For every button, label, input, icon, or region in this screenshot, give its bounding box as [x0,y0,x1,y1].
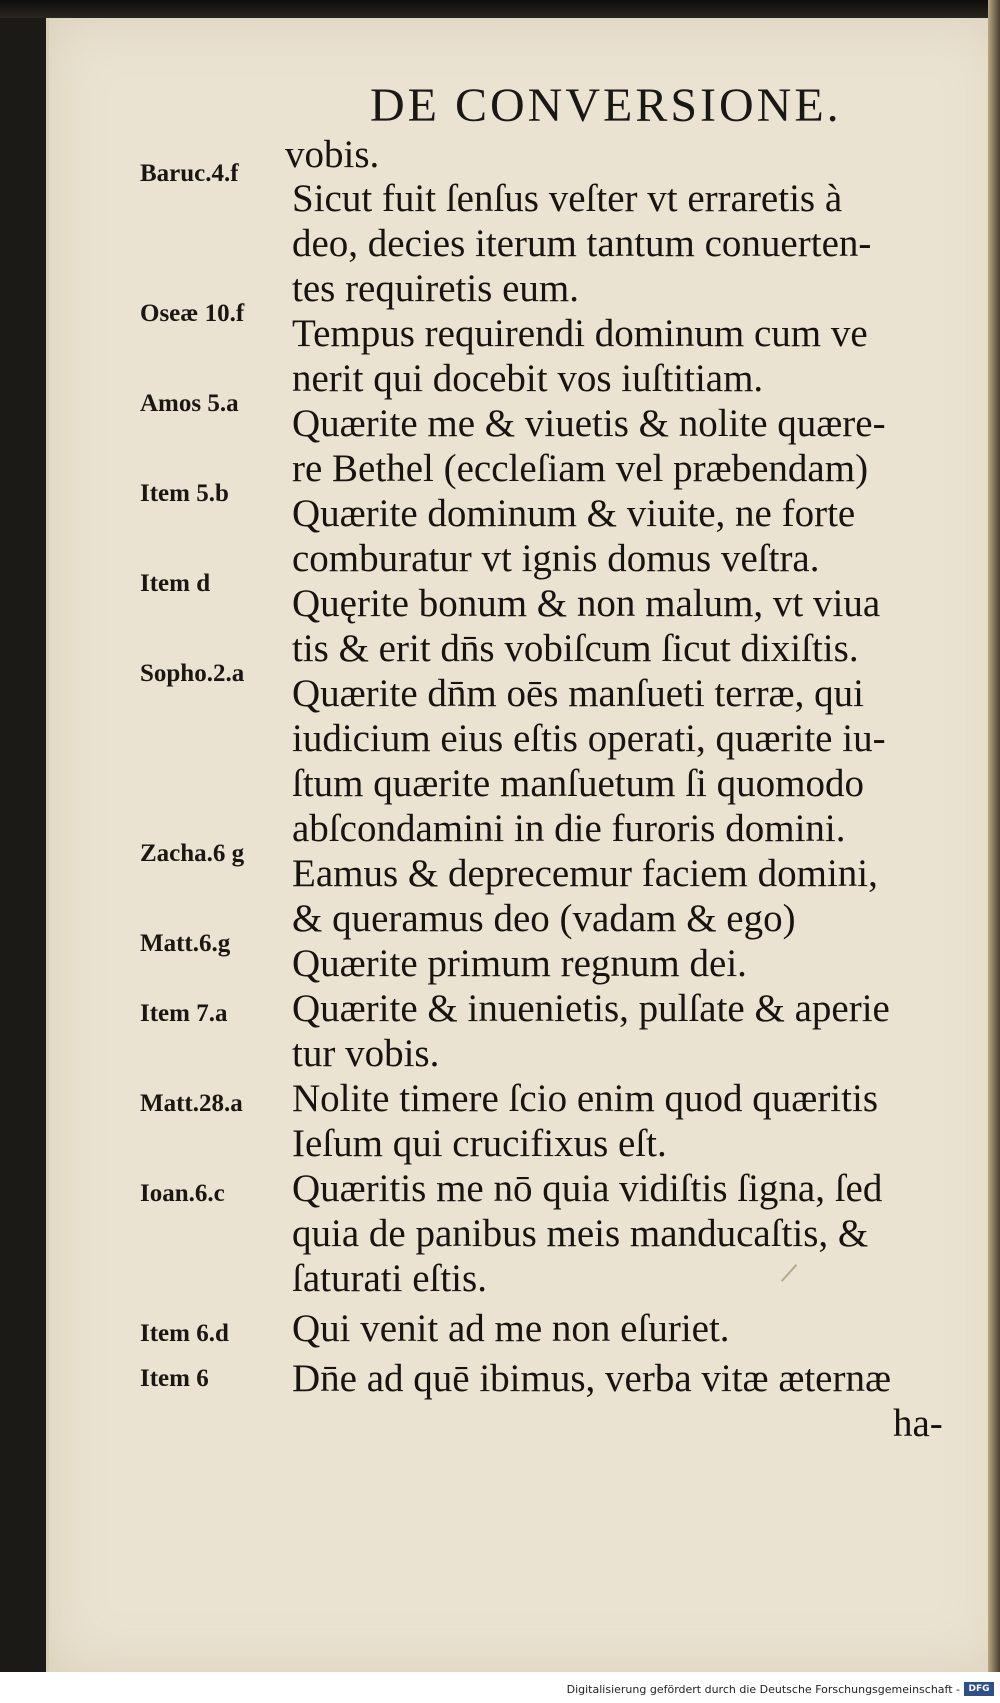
text-line: ſtum quærite manſuetum ſi quomodo [292,762,864,805]
text-line: iudicium eius eſtis operati, quærite iu- [292,717,886,760]
text-line: Quærite & inuenietis, pulſate & aperie [292,987,890,1030]
margin-note: Item 7.a [140,1000,228,1027]
text-line: abſcondamini in die furoris domini. [292,807,846,850]
text-line: vobis. [285,133,380,176]
margin-note: Matt.6.g [140,930,231,957]
margin-note: Matt.28.a [140,1090,243,1117]
margin-note: Item d [140,570,211,597]
margin-note: Item 5.b [140,480,229,507]
text-line: Nolite timere ſcio enim quod quæritis [292,1077,878,1120]
margin-note: Amos 5.a [140,390,239,417]
digitization-credit: Digitalisierung gefördert durch die Deutsche Forschungsgemeinschaft - [566,1683,960,1696]
text-line: quia de panibus meis manducaſtis, & [292,1212,869,1255]
book-edge-right [988,0,1000,1703]
text-line: Eamus & deprecemur faciem domini, [292,852,878,895]
margin-note: Item 6.d [140,1320,229,1347]
text-line: & queramus deo (vadam & ego) [292,897,796,940]
text-line: tis & erit dn̄s vobiſcum ſicut dixiſtis. [292,627,859,670]
text-line: re Bethel (eccleſiam vel præbendam) [292,447,869,490]
text-line: nerit qui docebit vos iuſtitiam. [292,357,764,400]
book-edge-top [0,0,1000,18]
text-line: Quęrite bonum & non malum, vt viua [292,582,881,625]
text-line: Dn̄e ad quē ibimus, verba vitæ æternæ [292,1357,891,1400]
text-line: Quærite dn̄m oēs manſueti terræ, qui [292,672,864,715]
margin-note: Ioan.6.c [140,1180,225,1207]
margin-note: Oseæ 10.f [140,300,245,327]
text-line: Quærite primum regnum dei. [292,942,747,985]
text-line: Quærite me & viuetis & nolite quære- [292,402,886,445]
text-line: deo, decies iterum tantum conuerten- [292,222,872,265]
text-line: ſaturati eſtis. [292,1257,487,1300]
margin-note: Zacha.6 g [140,840,245,867]
catchword: ha- [893,1402,943,1445]
text-line: Sicut fuit ſenſus veſter vt erraretis à [292,177,843,220]
margin-note: Sopho.2.a [140,660,245,687]
text-line: tur vobis. [292,1032,440,1075]
text-line: Quæritis me nō quia vidiſtis ſigna, ſed [292,1167,883,1210]
text-line: comburatur vt ignis domus veſtra. [292,537,820,580]
text-line: Quærite dominum & viuite, ne forte [292,492,856,535]
text-line: Tempus requirendi dominum cum ve [292,312,868,355]
margin-note: Baruc.4.f [140,160,239,187]
text-line: tes requiretis eum. [292,267,579,310]
text-line: Qui venit ad me non eſuriet. [292,1307,730,1350]
running-head: DE CONVERSIONE. [370,79,842,132]
margin-note: Item 6 [140,1365,209,1392]
dfg-logo: DFG [964,1682,994,1696]
text-line: Ieſum qui crucifixus eſt. [292,1122,667,1165]
